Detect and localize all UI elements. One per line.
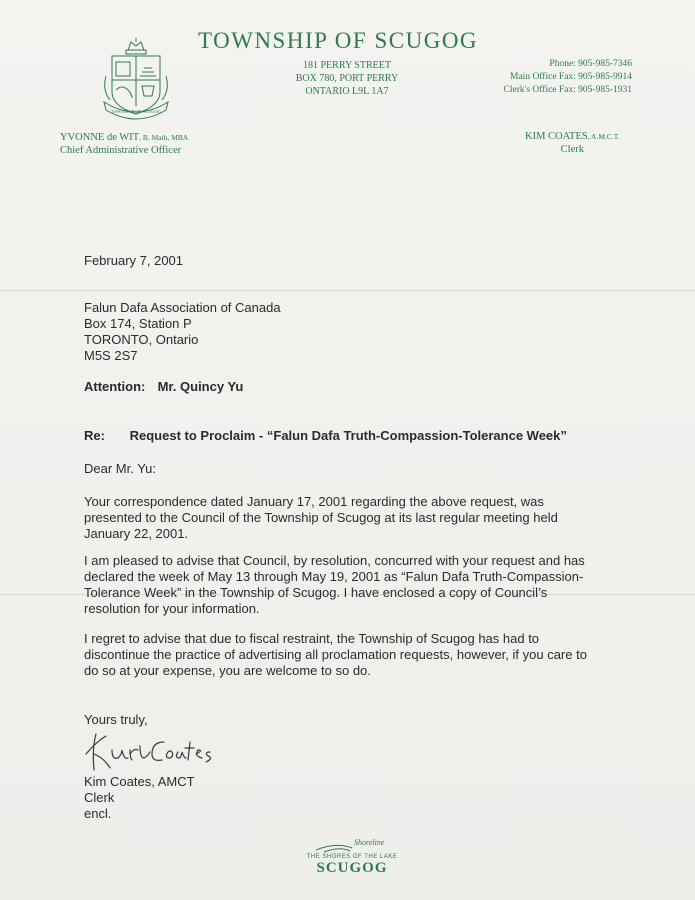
paper-fold-line <box>0 290 695 291</box>
footer-logo-tagline: THE SHORES OF THE LAKE <box>306 854 398 860</box>
clerk-fax-line: Clerk's Office Fax: 905-985-1931 <box>503 85 632 95</box>
re-label: Re: <box>84 428 105 443</box>
attention-name: Mr. Quincy Yu <box>157 379 244 394</box>
crest-banner-text: TOWNSHIP OF SCUGOG <box>111 109 161 114</box>
clerk-title: Clerk <box>560 144 584 155</box>
attention-label: Attention: <box>84 379 146 394</box>
footer-logo-word: SCUGOG <box>316 860 388 876</box>
enclosure-note: encl. <box>84 806 112 821</box>
paragraph-line: I regret to advise that due to fiscal restraint, the Township of Scugog has had to <box>84 631 540 646</box>
signature-block <box>84 774 195 822</box>
paragraph-line: Your correspondence dated January 17, 2001 regarding the above request, was <box>84 494 544 509</box>
paragraph-3 <box>84 631 629 679</box>
cao-title: Chief Administrative Officer <box>60 145 182 156</box>
paragraph-line: do so at your expense, you are welcome to so do. <box>84 663 371 678</box>
signer-title: Clerk <box>84 790 115 805</box>
cao-credentials: , B. Math, MBA <box>139 133 189 142</box>
cao-block <box>60 131 188 157</box>
recipient-line: Falun Dafa Association of Canada <box>84 300 281 315</box>
footer-logo <box>306 838 398 882</box>
clerk-block <box>525 130 620 156</box>
phone-line: Phone: 905-985-7346 <box>549 59 632 69</box>
paragraph-line: resolution for your information. <box>84 601 260 616</box>
paragraph-line: January 22, 2001. <box>84 526 189 541</box>
paragraph-line: declared the week of May 13 through May 19, 2001 as “Falun Dafa Truth-Compassion- <box>84 569 584 584</box>
paragraph-line: discontinue the practice of advertising all proclamation requests, however, if you care to <box>84 647 587 662</box>
paragraph-line: presented to the Council of the Township of Scugog at its last regular meeting held <box>84 510 558 525</box>
address-line: 181 PERRY STREET <box>303 60 391 71</box>
letter-date: February 7, 2001 <box>84 253 184 268</box>
paragraph-line: Tolerance Week” in the Township of Scugog. I have enclosed a copy of Council’s <box>84 585 548 600</box>
clerk-credentials: , A.M.C.T. <box>587 132 620 141</box>
recipient-address <box>84 300 281 364</box>
recipient-line: Box 174, Station P <box>84 316 192 331</box>
closing: Yours truly, <box>84 712 148 727</box>
paragraph-1 <box>84 494 629 542</box>
subject-line <box>84 428 567 444</box>
letterhead-address <box>282 59 412 98</box>
address-line: BOX 780, PORT PERRY <box>295 73 399 84</box>
township-title: TOWNSHIP OF SCUGOG <box>198 28 479 53</box>
cao-name: YVONNE de WIT <box>60 132 140 143</box>
main-fax-line: Main Office Fax: 905-985-9914 <box>510 72 632 82</box>
clerk-name: KIM COATES <box>525 131 588 142</box>
attention-line <box>84 379 243 395</box>
re-subject: Request to Proclaim - “Falun Dafa Truth-Compassion-Tolerance Week” <box>129 428 567 443</box>
signer-name: Kim Coates, AMCT <box>84 774 195 789</box>
recipient-line: TORONTO, Ontario <box>84 332 199 347</box>
township-crest-icon <box>98 36 174 128</box>
handwritten-signature <box>82 728 232 774</box>
paragraph-line: I am pleased to advise that Council, by resolution, concurred with your request and has <box>84 553 585 568</box>
paragraph-2 <box>84 553 629 617</box>
address-line: ONTARIO L9L 1A7 <box>305 86 389 97</box>
salutation: Dear Mr. Yu: <box>84 461 157 476</box>
recipient-line: M5S 2S7 <box>84 348 138 363</box>
footer-logo-script: Shoreline <box>354 838 385 847</box>
letterhead-contacts <box>432 58 632 97</box>
